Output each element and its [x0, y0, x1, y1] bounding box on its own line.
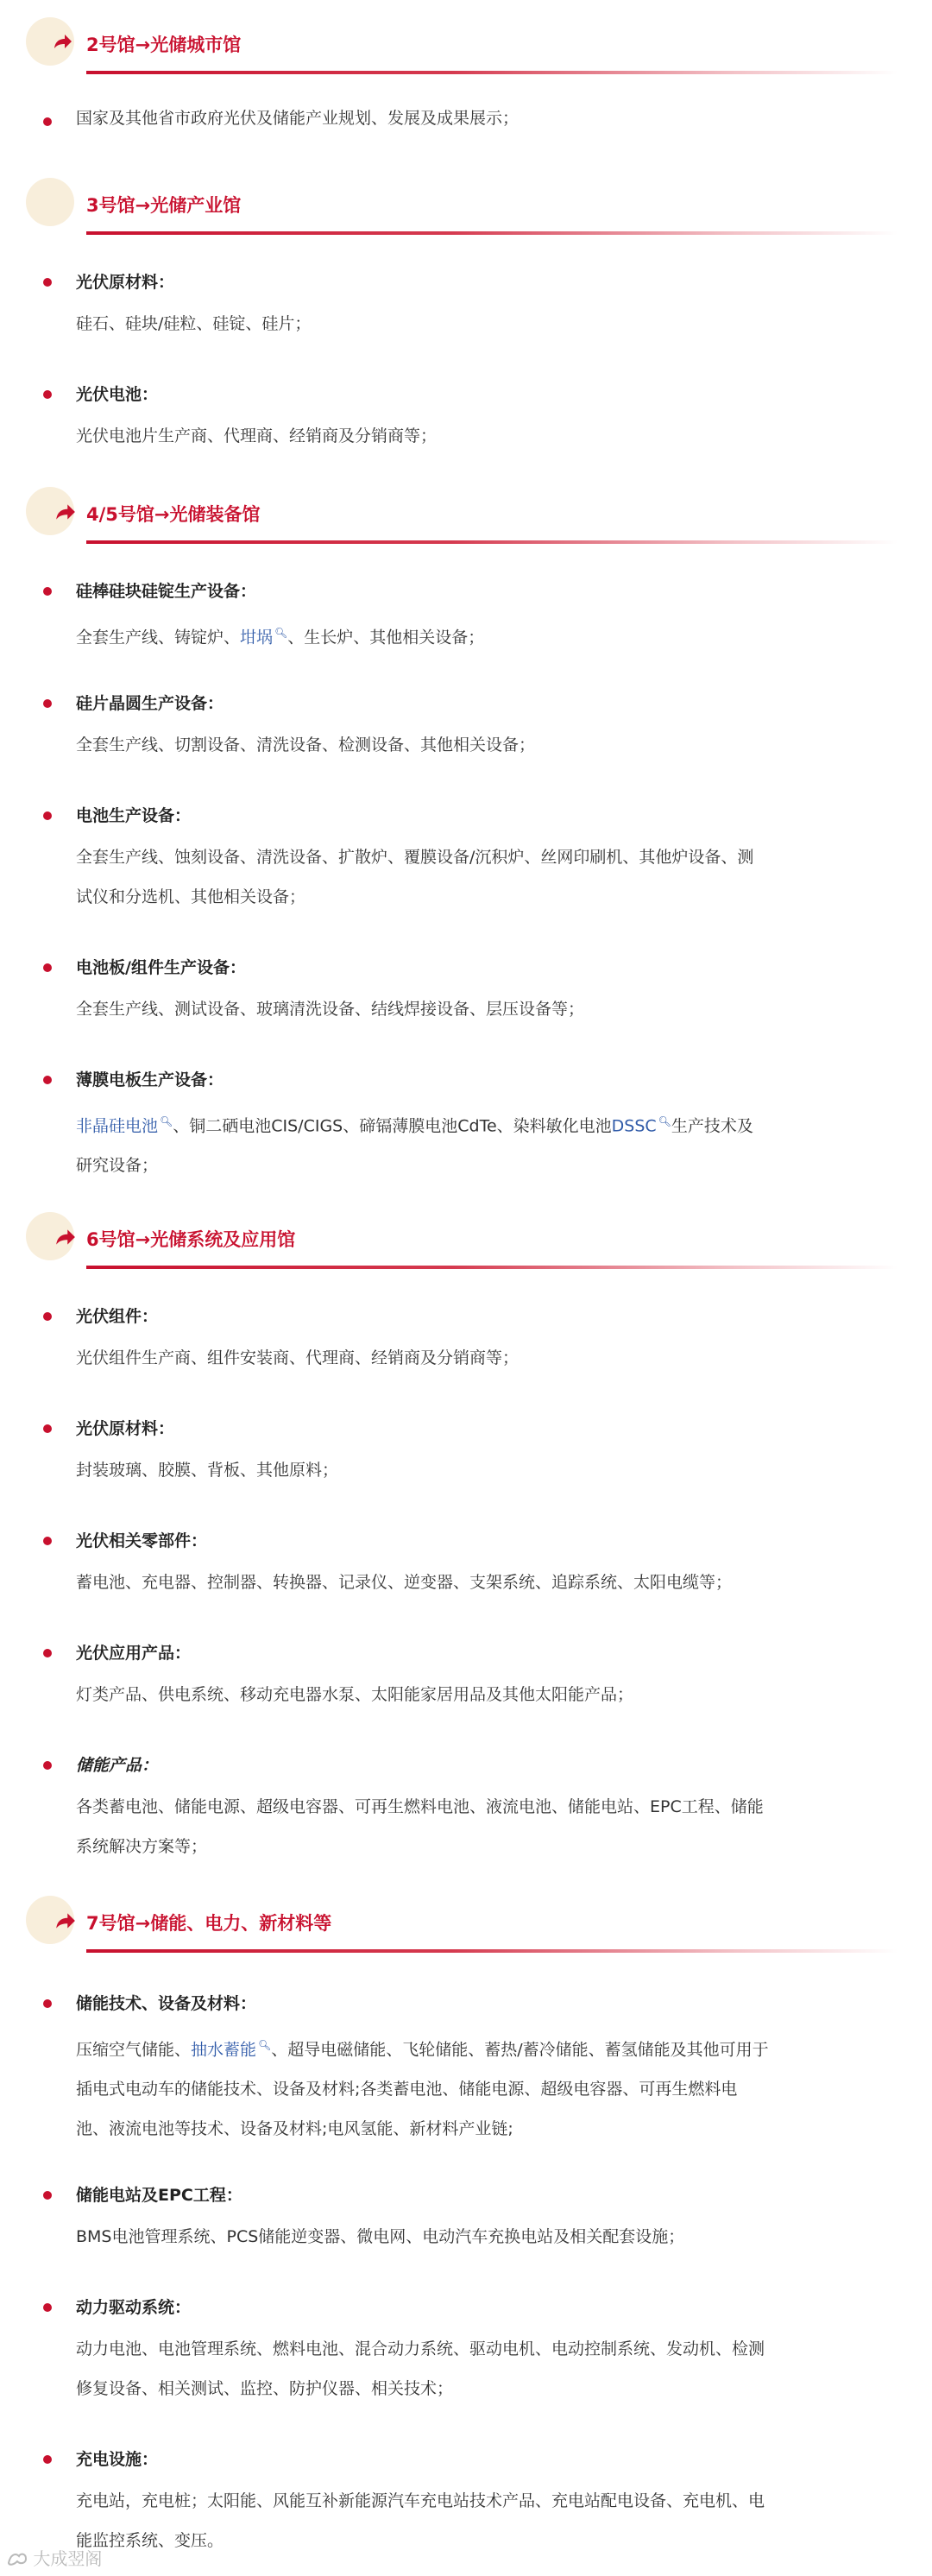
section-title: 3号馆→光储产业馆: [86, 195, 242, 216]
item-title: 光伏应用产品：: [76, 1644, 192, 1663]
item-description: 封装玻璃、胶膜、背板、其他原料；: [76, 1461, 339, 1480]
bullet-dot-icon: [43, 2191, 52, 2200]
bullet-dot-icon: [43, 390, 52, 399]
bullet-dot-icon: [43, 1761, 52, 1770]
pumped-storage-link[interactable]: 抽水蓄能: [191, 2040, 257, 2060]
crucible-link[interactable]: 坩埚: [240, 628, 274, 647]
arrow-icon: [52, 1910, 78, 1932]
section-badge: [26, 17, 74, 66]
section-badge: [26, 1212, 74, 1260]
section-badge: [26, 487, 74, 535]
section-header-hall-6: [0, 1212, 932, 1290]
item-title: 电池板/组件生产设备：: [76, 958, 246, 977]
section-header-hall-2: [0, 17, 932, 95]
bullet-dot-icon: [43, 2303, 52, 2312]
item-title: 光伏组件：: [76, 1307, 159, 1326]
item-title: 光伏原材料：: [76, 1419, 175, 1438]
section-badge: [26, 1896, 74, 1944]
item-description: 压缩空气储能、抽水蓄能 🔍︎、超导电磁储能、飞轮储能、蓄热/蓄冷储能、蓄氢储能及其他可用于 插电式电动车的储能技术、设备及材料;各类蓄电池、储能电源、超级电容器、可再生燃料电 池、液流电池等技术、设备及材料;电风氢能、新材料产业链;: [76, 2039, 769, 2139]
arrow-icon: [52, 1226, 78, 1248]
item-description: 各类蓄电池、储能电源、超级电容器、可再生燃料电池、液流电池、储能电站、EPC工程、储能 系统解决方案等；: [76, 1797, 764, 1856]
section-title: 7号馆→储能、电力、新材料等: [86, 1913, 332, 1934]
search-icon[interactable]: 🔍︎: [658, 1115, 671, 1127]
section-title: 2号馆→光储城市馆: [86, 35, 242, 55]
watermark-logo-icon: [7, 2551, 28, 2567]
item-title: 光伏电池：: [76, 385, 159, 404]
section-divider: [86, 1266, 897, 1269]
bullet-dot-icon: [43, 278, 52, 287]
bullet-dot-icon: [43, 1537, 52, 1545]
section-divider: [86, 540, 897, 544]
bullet-dot-icon: [43, 811, 52, 820]
item-description: 国家及其他省市政府光伏及储能产业规划、发展及成果展示；: [76, 109, 520, 128]
item-description: 全套生产线、切割设备、清洗设备、检测设备、其他相关设备；: [76, 736, 536, 754]
section-header-hall-3: [0, 178, 932, 256]
section-badge: [26, 178, 74, 226]
bullet-dot-icon: [43, 1649, 52, 1657]
dssc-link[interactable]: DSSC: [611, 1116, 657, 1136]
item-description: 光伏组件生产商、组件安装商、代理商、经销商及分销商等；: [76, 1348, 520, 1367]
search-icon[interactable]: 🔍︎: [274, 627, 288, 639]
bullet-dot-icon: [43, 963, 52, 972]
item-title: 光伏原材料：: [76, 273, 175, 292]
bullet-dot-icon: [43, 1999, 52, 2008]
bullet-dot-icon: [43, 1424, 52, 1433]
search-icon[interactable]: 🔍︎: [258, 2039, 272, 2051]
item-description: BMS电池管理系统、PCS储能逆变器、微电网、电动汽车充换电站及相关配套设施；: [76, 2227, 685, 2246]
item-title: 电池生产设备：: [76, 806, 192, 825]
item-title: 动力驱动系统：: [76, 2298, 192, 2317]
section-title: 4/5号馆→光储装备馆: [86, 504, 261, 525]
arrow-icon: [52, 501, 78, 523]
section-divider: [86, 71, 897, 74]
section-header-hall-4-5: [0, 487, 932, 565]
bullet-dot-icon: [43, 699, 52, 708]
item-title: 储能技术、设备及材料：: [76, 1994, 257, 2013]
item-title: 充电设施：: [76, 2450, 159, 2469]
item-description: 光伏电池片生产商、代理商、经销商及分销商等；: [76, 426, 438, 445]
item-description: 全套生产线、铸锭炉、坩埚 🔍︎、生长炉、其他相关设备；: [76, 627, 485, 647]
search-icon[interactable]: 🔍︎: [160, 1115, 173, 1127]
section-title: 6号馆→光储系统及应用馆: [86, 1229, 296, 1250]
item-title: 光伏相关零部件：: [76, 1531, 208, 1550]
item-description: 全套生产线、测试设备、玻璃清洗设备、结线焊接设备、层压设备等；: [76, 1000, 585, 1019]
bullet-dot-icon: [43, 2455, 52, 2464]
item-title: 薄膜电板生产设备：: [76, 1070, 224, 1089]
item-description: 硅石、硅块/硅粒、硅锭、硅片；: [76, 314, 312, 333]
section-header-hall-7: [0, 1896, 932, 1973]
bullet-dot-icon: [43, 587, 52, 596]
bullet-dot-icon: [43, 1076, 52, 1084]
item-description: 全套生产线、蚀刻设备、清洗设备、扩散炉、覆膜设备/沉积炉、丝网印刷机、其他炉设备、测 试仪和分选机、其他相关设备；: [76, 848, 754, 906]
item-description: 蓄电池、充电器、控制器、转换器、记录仪、逆变器、支架系统、追踪系统、太阳电缆等；: [76, 1573, 733, 1592]
item-title: 硅棒硅块硅锭生产设备：: [76, 582, 257, 601]
item-title: 储能产品：: [76, 1756, 159, 1775]
item-title: 储能电站及EPC工程：: [76, 2186, 242, 2205]
watermark: 大成翌阁: [7, 2545, 102, 2570]
section-divider: [86, 231, 897, 235]
section-divider: [86, 1949, 897, 1953]
arrow-icon: [52, 31, 72, 52]
amorphous-silicon-link[interactable]: 非晶硅电池: [76, 1116, 159, 1136]
item-description: 非晶硅电池 🔍︎、铜二硒电池CIS/CIGS、碲镉薄膜电池CdTe、染料敏化电池DSSC 🔍︎生产技术及 研究设备；: [76, 1115, 753, 1176]
item-description: 充电站，充电桩；太阳能、风能互补新能源汽车充电站技术产品、充电站配电设备、充电机、电 能监控系统、变压。: [76, 2491, 765, 2550]
bullet-dot-icon: [43, 1312, 52, 1321]
bullet-dot-icon: [43, 117, 52, 126]
item-description: 动力电池、电池管理系统、燃料电池、混合动力系统、驱动电机、电动控制系统、发动机、检测 修复设备、相关测试、监控、防护仪器、相关技术；: [76, 2339, 765, 2398]
item-description: 灯类产品、供电系统、移动充电器水泵、太阳能家居用品及其他太阳能产品；: [76, 1685, 634, 1704]
item-title: 硅片晶圆生产设备：: [76, 694, 224, 713]
